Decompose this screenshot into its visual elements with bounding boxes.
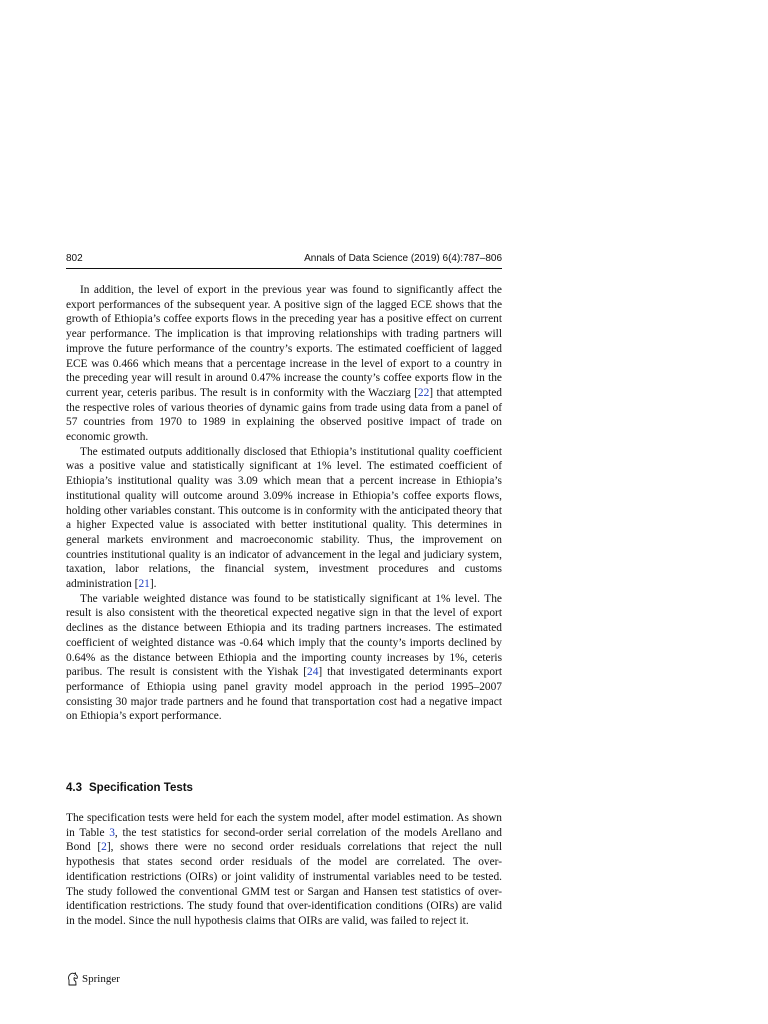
section-heading — [66, 782, 502, 794]
paragraph-text: ]. — [149, 578, 157, 591]
paragraph-text: ] that attempted the respective roles of various theories of dynamic gains from trade using data from a panel of 57 countries from 1970 to 1989 in explaining the observed positive impact of trade on economic growth. — [66, 386, 502, 444]
paragraph-text: , the test statistics for second-order serial correlation of the models Arellano and Bond [ — [66, 826, 503, 854]
citation-link[interactable]: 2 — [101, 841, 107, 854]
paragraph-lagged-export — [66, 283, 502, 445]
paragraph-text: The specification tests were held for each the system model, after model estimation. As shown in Table — [66, 812, 502, 839]
citation-link[interactable]: 21 — [138, 578, 150, 591]
page-number: 802 — [66, 253, 83, 264]
citation-link[interactable]: 22 — [417, 386, 430, 399]
paragraph-institutional-quality — [66, 445, 502, 592]
springer-horse-icon — [66, 972, 79, 986]
journal-citation: Annals of Data Science (2019) 6(4):787–806 — [304, 253, 502, 264]
citation-link[interactable]: 24 — [307, 666, 319, 679]
paragraph-specification-tests — [66, 811, 502, 929]
publisher-name: Springer — [82, 973, 120, 985]
section-title: Specification Tests — [89, 782, 193, 794]
paragraph-weighted-distance — [66, 592, 502, 724]
paragraph-text: In addition, the level of export in the previous year was found to significantly affect the export performances of the subsequent year. A positive sign of the lagged ECE shows that the growth of Ethiopia’s coffee exports flows in the preceding year has a positive effect on current year performance. The implication is that improving relationships with trading partners will improve the future performance of the country’s exports. The estimated coefficient of lagged ECE was 0.466 which means that a percentage increase in the level of export to a country in the preceding year will result in around 0.47% increase the county’s coffee exports flow in the current year, ceteris paribus. The result is in conformity with the Wacziarg [ — [66, 284, 502, 399]
publisher-footer — [66, 971, 120, 987]
section-number: 4.3 — [66, 782, 82, 794]
paragraph-text: ] that investigated determinants export performance of Ethiopia using panel gravity model approach in the period 1995–2007 consisting 30 major trade partners and he found that transportation cost had a negative impact on Ethiopia’s export performance. — [66, 666, 502, 723]
table-link[interactable]: 3 — [109, 826, 115, 839]
body-text — [66, 283, 502, 724]
paragraph-text: The estimated outputs additionally disclosed that Ethiopia’s institutional quality coefficient was a positive value and statistically significant at 1% level. The estimated coefficient of Ethiopia’s institutional quality was 3.09 which mean that a percent increase in Ethiopia’s institutional quality will outcome around 3.09% increase in Ethiopia’s coffee exports flows, holding other variables constant. This outcome is in conformity with the anticipated theory that a higher Expected value is associated with better institutional quality. This determines in general markets environment and macroeconomic stability. Thus, the improvement on countries institutional quality is an indicator of advancement in the legal and judiciary system, taxation, labor relations, the financial system, investment procedures and customs administration [ — [66, 445, 502, 591]
running-header — [66, 251, 502, 267]
header-rule — [66, 268, 502, 269]
section-body — [66, 811, 502, 929]
paragraph-text: The variable weighted distance was found to be statistically significant at 1% level. The result is also consistent with the theoretical expected negative sign in that the level of export declines as the distance between Ethiopia and its trading partners increases. The estimated coefficient of weighted distance was -0.64 which imply that the county’s imports declined by 0.64% as the distance between Ethiopia and the importing county increases by 1%, ceteris paribus. The result is consistent with the Yishak [ — [66, 592, 502, 679]
paragraph-text: ], shows there were no second order residuals correlations that reject the null hypothesis that states second order residuals of the model are correlated. The over-identification restrictions (OIRs) or joint validity of instrumental variables need to be tested. The study followed the conventional GMM test or Sargan and Hansen test statistics of over-identification restrictions. The study found that over-identification conditions (OIRs) are valid in the model. Since the null hypothesis claims that OIRs are valid, was failed to reject it. — [66, 841, 502, 927]
